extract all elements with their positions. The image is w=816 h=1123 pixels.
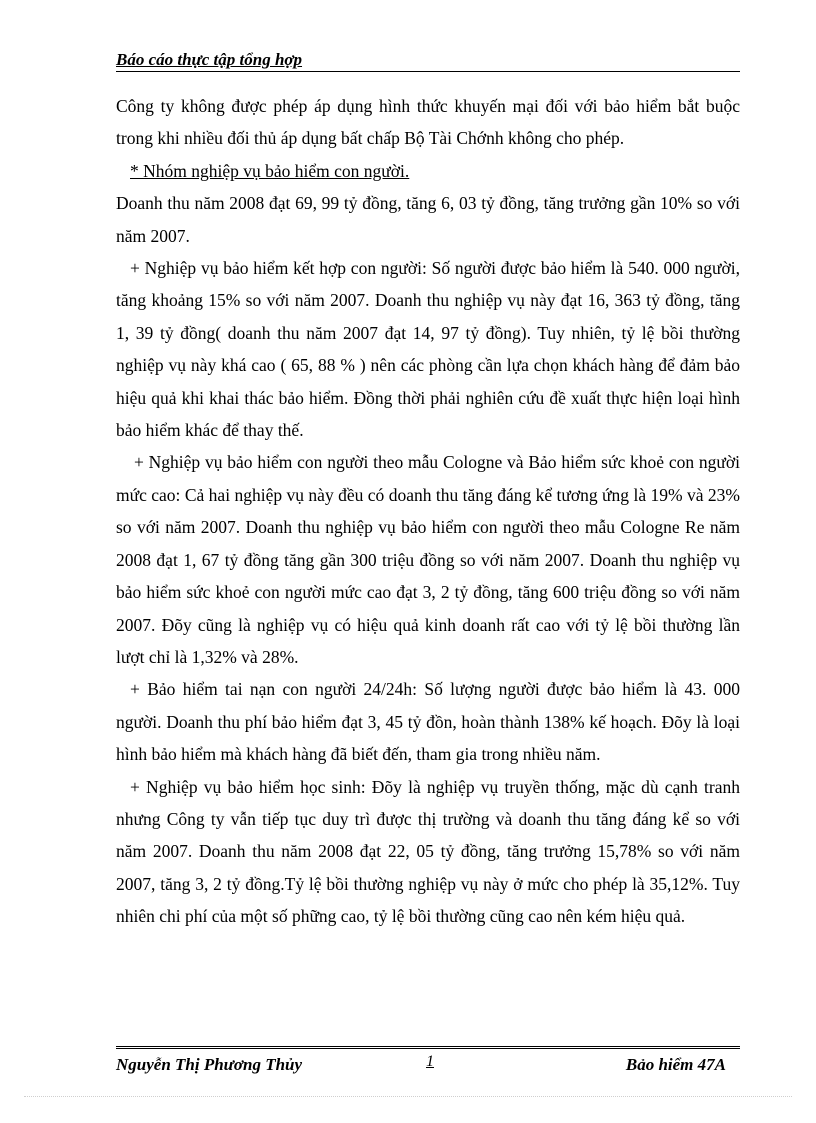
paragraph-cologne-health: + Nghiệp vụ bảo hiểm con người theo mẫu Cologne và Bảo hiểm sức khoẻ con người mức cao: Cả hai nghiệp vụ này đều có doanh thu tăng đáng kể tương ứng là 19% và 23% so với năm 2007. Doanh thu nghiệp vụ bảo hiểm con người theo mẫu Cologne Re năm 2008 đạt 1, 67 tỷ đồng tăng gần 300 triệu đồng so với năm 2007. Doanh thu nghiệp vụ bảo hiểm sức khoẻ con người mức cao đạt 3, 2 tỷ đồng, tăng 600 triệu đồng so với năm 2007. Đõy cũng là nghiệp vụ có hiệu quả kinh doanh rất cao với tỷ lệ bồi thường lần lượt chỉ là 1,32% và 28%. xyxy=(116,452,740,667)
section-subheading xyxy=(116,155,740,187)
page-edge-divider xyxy=(24,1096,792,1097)
paragraph-combined-insurance: + Nghiệp vụ bảo hiểm kết hợp con người: Số người được bảo hiểm là 540. 000 người, tăng khoảng 15% so với năm 2007. Doanh thu nghiệp vụ này đạt 16, 363 tỷ đồng, tăng 1, 39 tỷ đồng( doanh thu năm 2007 đạt 14, 97 tỷ đồng). Tuy nhiên, tỷ lệ bồi thường nghiệp vụ này khá cao ( 65, 88 % ) nên các phòng cần lựa chọn khách hàng để đảm bảo hiệu quả khi khai thác bảo hiểm. Đồng thời phải nghiên cứu đề xuất thực hiện loại hình bảo hiểm khác để thay thế. xyxy=(116,258,740,441)
footer-author: Nguyễn Thị Phương Thủy xyxy=(116,1055,303,1074)
subheading-text: * Nhóm nghiệp vụ bảo hiểm con người. xyxy=(130,160,410,181)
paragraph-promotion: Công ty không được phép áp dụng hình thức khuyến mại đối với bảo hiểm bắt buộc trong khi nhiều đối thủ áp dụng bất chấp Bộ Tài Chớnh không cho phép. xyxy=(116,96,740,149)
paragraph-accident-insurance: + Bảo hiểm tai nạn con người 24/24h: Số lượng người được bảo hiểm là 43. 000 người. Doanh thu phí bảo hiểm đạt 3, 45 tỷ đồn, hoàn thành 138% kế hoạch. Đõy là loại hình bảo hiểm mà khách hàng đã biết đến, tham gia trong nhiều năm. xyxy=(116,679,740,765)
footer-department: Bảo hiểm 47A xyxy=(625,1055,726,1074)
paragraph-student-insurance: + Nghiệp vụ bảo hiểm học sinh: Đõy là nghiệp vụ truyền thống, mặc dù cạnh tranh nhưng Công ty vẫn tiếp tục duy trì được thị trường và doanh thu tăng đáng kể so với năm 2007. Doanh thu năm 2008 đạt 22, 05 tỷ đồng, tăng trưởng 15,78% so với năm 2007, tăng 3, 2 tỷ đồng.Tỷ lệ bồi thường nghiệp vụ này ở mức cho phép là 35,12%. Tuy nhiên chi phí của một số phững cao, tỷ lệ bồi thường cũng cao nên kém hiệu quả. xyxy=(116,776,740,927)
header-title: Báo cáo thực tập tổng hợp xyxy=(116,50,303,69)
paragraph-revenue-summary: Doanh thu năm 2008 đạt 69, 99 tỷ đồng, tăng 6, 03 tỷ đồng, tăng trưởng gần 10% so với năm 2007. xyxy=(116,193,740,246)
page-number: 1 xyxy=(426,1053,434,1070)
page-header xyxy=(116,49,740,72)
document-body xyxy=(116,90,740,933)
page-footer xyxy=(116,1046,740,1083)
